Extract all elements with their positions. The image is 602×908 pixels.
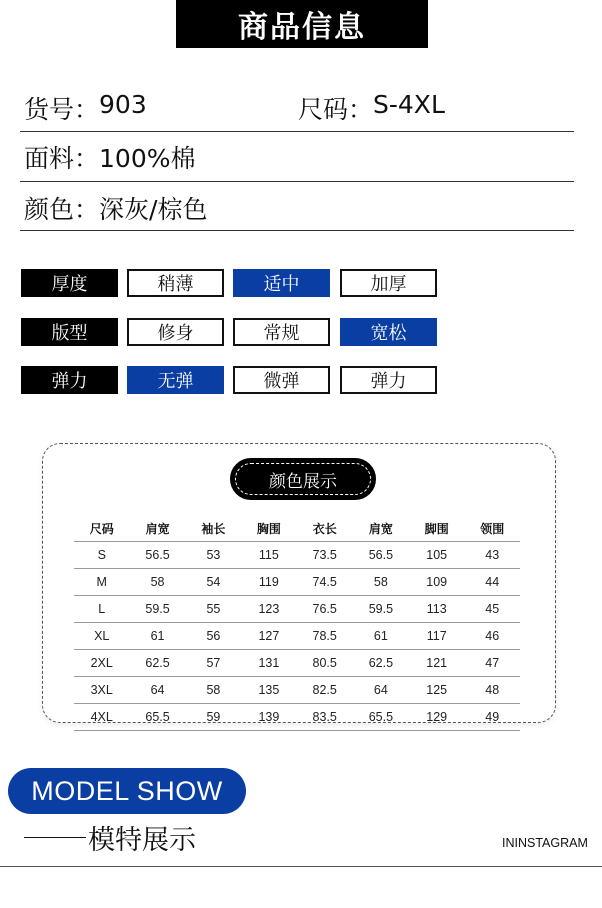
table-cell: 62.5 [353,650,409,677]
size-table-header [74,515,520,542]
table-cell: 125 [409,677,464,704]
table-cell: 59.5 [353,596,409,623]
table-row [74,596,520,623]
stretch-option: 微弹 [233,366,330,394]
table-cell: 54 [186,569,241,596]
stretch-label: 弹力 [21,366,118,394]
table-cell: 61 [129,623,185,650]
model-show-subtitle-text: 模特展示 [88,825,196,856]
table-cell: 83.5 [297,704,353,731]
table-cell: 56 [186,623,241,650]
table-cell: 49 [464,704,520,731]
table-cell: 65.5 [129,704,185,731]
table-cell: 105 [409,542,464,569]
fabric-label: 面料： [24,144,100,173]
thickness-label: 厚度 [21,269,118,297]
table-cell: XL [74,623,129,650]
size-table [74,515,520,731]
column-header: 衣长 [312,521,337,536]
table-cell: 74.5 [297,569,353,596]
color-show-badge [230,458,376,500]
column-header: 脚围 [424,521,449,536]
dash-line [24,837,86,839]
table-cell: 65.5 [353,704,409,731]
table-cell: 48 [464,677,520,704]
table-cell: 46 [464,623,520,650]
table-row [74,542,520,569]
item-number [24,90,147,126]
size-range-value: S-4XL [373,90,445,119]
table-cell: 119 [241,569,296,596]
table-cell: 56.5 [353,542,409,569]
table-cell: 113 [409,596,464,623]
thickness-option: 稍薄 [127,269,224,297]
table-row [74,623,520,650]
table-cell: M [74,569,129,596]
table-cell: 58 [129,569,185,596]
color-value: 深灰/棕色 [99,195,208,224]
model-show-subtitle [24,818,196,857]
table-cell: 45 [464,596,520,623]
item-number-label: 货号： [24,95,100,124]
fabric [24,139,196,175]
table-cell: 64 [129,677,185,704]
fit-option: 修身 [127,318,224,346]
table-row [74,650,520,677]
table-cell: 59.5 [129,596,185,623]
table-cell: 117 [409,623,464,650]
stretch-option: 无弹 [127,366,224,394]
stretch-option: 弹力 [340,366,437,394]
table-cell: 59 [186,704,241,731]
divider [20,181,574,182]
table-cell: 58 [353,569,409,596]
column-header: 袖长 [201,521,226,536]
table-cell: 80.5 [297,650,353,677]
table-cell: 139 [241,704,296,731]
table-cell: 53 [186,542,241,569]
table-cell: 64 [353,677,409,704]
table-cell: 4XL [74,704,129,731]
instagram-tag: ININSTAGRAM [502,836,588,850]
bottom-divider [0,866,602,867]
table-cell: 43 [464,542,520,569]
fabric-value: 100%棉 [99,144,196,173]
table-cell: 62.5 [129,650,185,677]
fit-option: 常规 [233,318,330,346]
table-cell: 123 [241,596,296,623]
color-show-label: 颜色展示 [235,463,371,495]
table-cell: 131 [241,650,296,677]
table-cell: 44 [464,569,520,596]
table-cell: 73.5 [297,542,353,569]
item-number-value: 903 [99,90,147,119]
divider [20,230,574,231]
table-cell: 82.5 [297,677,353,704]
table-cell: 57 [186,650,241,677]
thickness-option: 加厚 [340,269,437,297]
model-show-banner: MODEL SHOW [8,768,246,814]
table-row [74,677,520,704]
thickness-option: 适中 [233,269,330,297]
table-cell: 121 [409,650,464,677]
table-cell: L [74,596,129,623]
column-header: 肩宽 [368,521,393,536]
table-cell: 76.5 [297,596,353,623]
size-range-label: 尺码： [298,95,374,124]
size-table-body [74,542,520,731]
fit-label: 版型 [21,318,118,346]
table-cell: 47 [464,650,520,677]
table-cell: 56.5 [129,542,185,569]
size-range [298,90,445,126]
fit-option: 宽松 [340,318,437,346]
table-cell: 3XL [74,677,129,704]
table-cell: 135 [241,677,296,704]
color-info [24,190,207,226]
color-label: 颜色： [24,195,100,224]
table-cell: 2XL [74,650,129,677]
page-title: 商品信息 [176,0,428,48]
table-cell: 61 [353,623,409,650]
table-row [74,569,520,596]
table-cell: 109 [409,569,464,596]
table-cell: 115 [241,542,296,569]
table-cell: 78.5 [297,623,353,650]
column-header: 肩宽 [145,521,170,536]
table-row [74,704,520,731]
table-cell: 58 [186,677,241,704]
table-cell: 55 [186,596,241,623]
column-header: 胸围 [256,521,281,536]
column-header: 领围 [480,521,505,536]
table-cell: 127 [241,623,296,650]
table-cell: 129 [409,704,464,731]
column-header: 尺码 [89,521,114,536]
divider [20,131,574,132]
table-cell: S [74,542,129,569]
